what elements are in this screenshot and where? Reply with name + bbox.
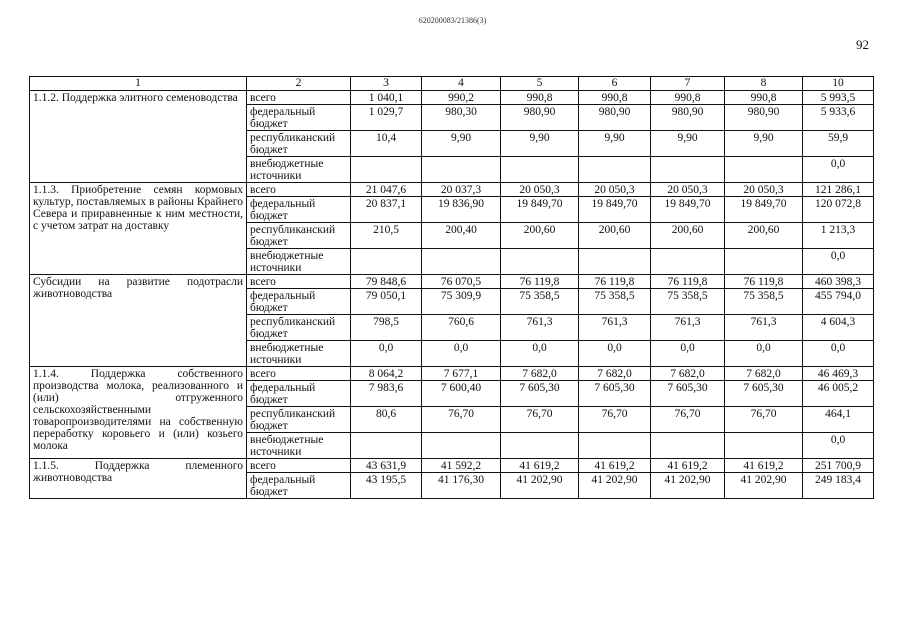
funding-source: всего xyxy=(247,91,351,105)
funding-source: республиканский бюджет xyxy=(247,223,351,249)
value-cell: 20 050,3 xyxy=(501,183,579,197)
value-cell: 20 037,3 xyxy=(422,183,501,197)
value-cell: 0,0 xyxy=(351,341,422,367)
value-cell: 76,70 xyxy=(501,407,579,433)
funding-source: всего xyxy=(247,183,351,197)
value-cell: 9,90 xyxy=(651,131,725,157)
value-cell: 75 358,5 xyxy=(579,289,651,315)
funding-source: всего xyxy=(247,367,351,381)
value-cell: 43 195,5 xyxy=(351,473,422,499)
value-cell: 7 605,30 xyxy=(579,381,651,407)
value-cell: 75 358,5 xyxy=(725,289,803,315)
value-cell: 120 072,8 xyxy=(803,197,874,223)
value-cell: 41 202,90 xyxy=(579,473,651,499)
value-cell: 0,0 xyxy=(803,433,874,459)
value-cell: 798,5 xyxy=(351,315,422,341)
column-header: 10 xyxy=(803,77,874,91)
value-cell: 7 682,0 xyxy=(501,367,579,381)
column-header: 2 xyxy=(247,77,351,91)
value-cell: 41 619,2 xyxy=(579,459,651,473)
value-cell: 990,8 xyxy=(501,91,579,105)
column-header: 7 xyxy=(651,77,725,91)
value-cell: 46 469,3 xyxy=(803,367,874,381)
funding-source: всего xyxy=(247,275,351,289)
table-body xyxy=(30,91,874,499)
value-cell: 76 119,8 xyxy=(651,275,725,289)
funding-source: всего xyxy=(247,459,351,473)
value-cell: 990,8 xyxy=(651,91,725,105)
value-cell: 7 682,0 xyxy=(651,367,725,381)
value-cell: 200,40 xyxy=(422,223,501,249)
budget-table xyxy=(29,76,874,499)
funding-source: внебюджетные источники xyxy=(247,157,351,183)
value-cell xyxy=(651,433,725,459)
value-cell xyxy=(501,249,579,275)
value-cell xyxy=(725,157,803,183)
value-cell xyxy=(651,249,725,275)
value-cell: 0,0 xyxy=(803,249,874,275)
value-cell: 19 849,70 xyxy=(651,197,725,223)
value-cell: 7 605,30 xyxy=(651,381,725,407)
funding-source: республиканский бюджет xyxy=(247,131,351,157)
value-cell: 761,3 xyxy=(651,315,725,341)
value-cell xyxy=(579,249,651,275)
value-cell: 75 358,5 xyxy=(651,289,725,315)
value-cell: 7 682,0 xyxy=(725,367,803,381)
value-cell: 7 677,1 xyxy=(422,367,501,381)
value-cell: 41 619,2 xyxy=(651,459,725,473)
funding-source: федеральный бюджет xyxy=(247,289,351,315)
value-cell xyxy=(422,249,501,275)
value-cell: 980,90 xyxy=(725,105,803,131)
value-cell xyxy=(501,433,579,459)
value-cell: 79 848,6 xyxy=(351,275,422,289)
value-cell: 41 202,90 xyxy=(725,473,803,499)
value-cell: 990,8 xyxy=(725,91,803,105)
value-cell: 980,30 xyxy=(422,105,501,131)
funding-source: внебюджетные источники xyxy=(247,433,351,459)
value-cell: 59,9 xyxy=(803,131,874,157)
table-row xyxy=(30,459,874,473)
value-cell: 7 600,40 xyxy=(422,381,501,407)
value-cell xyxy=(579,157,651,183)
value-cell: 4 604,3 xyxy=(803,315,874,341)
value-cell: 0,0 xyxy=(725,341,803,367)
value-cell: 200,60 xyxy=(725,223,803,249)
value-cell: 20 050,3 xyxy=(651,183,725,197)
value-cell: 76 119,8 xyxy=(725,275,803,289)
column-number-row xyxy=(30,77,874,91)
value-cell: 76,70 xyxy=(651,407,725,433)
value-cell: 0,0 xyxy=(579,341,651,367)
value-cell xyxy=(351,249,422,275)
funding-source: внебюджетные источники xyxy=(247,341,351,367)
value-cell: 249 183,4 xyxy=(803,473,874,499)
column-header: 3 xyxy=(351,77,422,91)
value-cell: 0,0 xyxy=(422,341,501,367)
value-cell: 980,90 xyxy=(579,105,651,131)
value-cell: 760,6 xyxy=(422,315,501,341)
value-cell: 79 050,1 xyxy=(351,289,422,315)
column-header: 5 xyxy=(501,77,579,91)
value-cell xyxy=(579,433,651,459)
value-cell: 200,60 xyxy=(501,223,579,249)
funding-source: федеральный бюджет xyxy=(247,105,351,131)
value-cell: 1 213,3 xyxy=(803,223,874,249)
value-cell: 990,8 xyxy=(579,91,651,105)
funding-source: республиканский бюджет xyxy=(247,407,351,433)
value-cell xyxy=(725,249,803,275)
table-row xyxy=(30,183,874,197)
measure-title: 1.1.5. Поддержка племенного животноводства xyxy=(30,459,247,499)
value-cell: 0,0 xyxy=(803,157,874,183)
value-cell: 200,60 xyxy=(579,223,651,249)
value-cell: 5 933,6 xyxy=(803,105,874,131)
value-cell xyxy=(725,433,803,459)
funding-source: внебюджетные источники xyxy=(247,249,351,275)
value-cell: 200,60 xyxy=(651,223,725,249)
value-cell: 464,1 xyxy=(803,407,874,433)
value-cell xyxy=(422,433,501,459)
value-cell: 43 631,9 xyxy=(351,459,422,473)
value-cell xyxy=(422,157,501,183)
value-cell: 460 398,3 xyxy=(803,275,874,289)
value-cell xyxy=(501,157,579,183)
value-cell: 0,0 xyxy=(651,341,725,367)
value-cell: 76 070,5 xyxy=(422,275,501,289)
table-row xyxy=(30,275,874,289)
value-cell: 76,70 xyxy=(725,407,803,433)
value-cell: 41 176,30 xyxy=(422,473,501,499)
value-cell: 990,2 xyxy=(422,91,501,105)
value-cell: 41 202,90 xyxy=(501,473,579,499)
value-cell: 9,90 xyxy=(501,131,579,157)
value-cell: 76,70 xyxy=(422,407,501,433)
value-cell: 76 119,8 xyxy=(501,275,579,289)
value-cell: 19 849,70 xyxy=(579,197,651,223)
value-cell: 80,6 xyxy=(351,407,422,433)
value-cell: 9,90 xyxy=(725,131,803,157)
value-cell: 251 700,9 xyxy=(803,459,874,473)
value-cell: 75 309,9 xyxy=(422,289,501,315)
value-cell: 9,90 xyxy=(422,131,501,157)
value-cell xyxy=(651,157,725,183)
value-cell: 7 983,6 xyxy=(351,381,422,407)
value-cell: 7 605,30 xyxy=(501,381,579,407)
value-cell: 41 202,90 xyxy=(651,473,725,499)
value-cell: 20 050,3 xyxy=(725,183,803,197)
value-cell: 0,0 xyxy=(803,341,874,367)
value-cell: 1 029,7 xyxy=(351,105,422,131)
value-cell: 980,90 xyxy=(501,105,579,131)
measure-title: 1.1.4. Поддержка собственного производства молока, реализованного и (или) отгруженного сельскохозяйственными товаропроизводителями на собственную переработку коровьего и (или) козьего молока xyxy=(30,367,247,459)
value-cell: 41 619,2 xyxy=(725,459,803,473)
value-cell: 76,70 xyxy=(579,407,651,433)
value-cell: 7 682,0 xyxy=(579,367,651,381)
value-cell: 210,5 xyxy=(351,223,422,249)
value-cell: 21 047,6 xyxy=(351,183,422,197)
funding-source: федеральный бюджет xyxy=(247,473,351,499)
measure-title: Субсидии на развитие подотрасли животноводства xyxy=(30,275,247,367)
value-cell: 10,4 xyxy=(351,131,422,157)
table-row xyxy=(30,91,874,105)
value-cell: 19 836,90 xyxy=(422,197,501,223)
value-cell: 20 050,3 xyxy=(579,183,651,197)
value-cell: 46 005,2 xyxy=(803,381,874,407)
value-cell: 0,0 xyxy=(501,341,579,367)
value-cell: 455 794,0 xyxy=(803,289,874,315)
document-code: 620200083/21386(3) xyxy=(418,16,487,25)
value-cell: 9,90 xyxy=(579,131,651,157)
value-cell: 980,90 xyxy=(651,105,725,131)
value-cell xyxy=(351,157,422,183)
value-cell: 761,3 xyxy=(501,315,579,341)
funding-source: республиканский бюджет xyxy=(247,315,351,341)
value-cell xyxy=(351,433,422,459)
funding-source: федеральный бюджет xyxy=(247,197,351,223)
measure-title: 1.1.3. Приобретение семян кормовых культур, поставляемых в районы Крайнего Севера и приравненные к ним местности, с учетом затрат на доставку xyxy=(30,183,247,275)
column-header: 8 xyxy=(725,77,803,91)
value-cell: 761,3 xyxy=(579,315,651,341)
column-header: 4 xyxy=(422,77,501,91)
column-header: 6 xyxy=(579,77,651,91)
value-cell: 19 849,70 xyxy=(501,197,579,223)
value-cell: 20 837,1 xyxy=(351,197,422,223)
column-header: 1 xyxy=(30,77,247,91)
value-cell: 76 119,8 xyxy=(579,275,651,289)
value-cell: 19 849,70 xyxy=(725,197,803,223)
value-cell: 75 358,5 xyxy=(501,289,579,315)
page-number: 92 xyxy=(856,37,869,52)
value-cell: 41 592,2 xyxy=(422,459,501,473)
value-cell: 7 605,30 xyxy=(725,381,803,407)
table-row xyxy=(30,367,874,381)
value-cell: 8 064,2 xyxy=(351,367,422,381)
value-cell: 761,3 xyxy=(725,315,803,341)
funding-source: федеральный бюджет xyxy=(247,381,351,407)
value-cell: 41 619,2 xyxy=(501,459,579,473)
value-cell: 5 993,5 xyxy=(803,91,874,105)
value-cell: 1 040,1 xyxy=(351,91,422,105)
value-cell: 121 286,1 xyxy=(803,183,874,197)
measure-title: 1.1.2. Поддержка элитного семеноводства xyxy=(30,91,247,183)
